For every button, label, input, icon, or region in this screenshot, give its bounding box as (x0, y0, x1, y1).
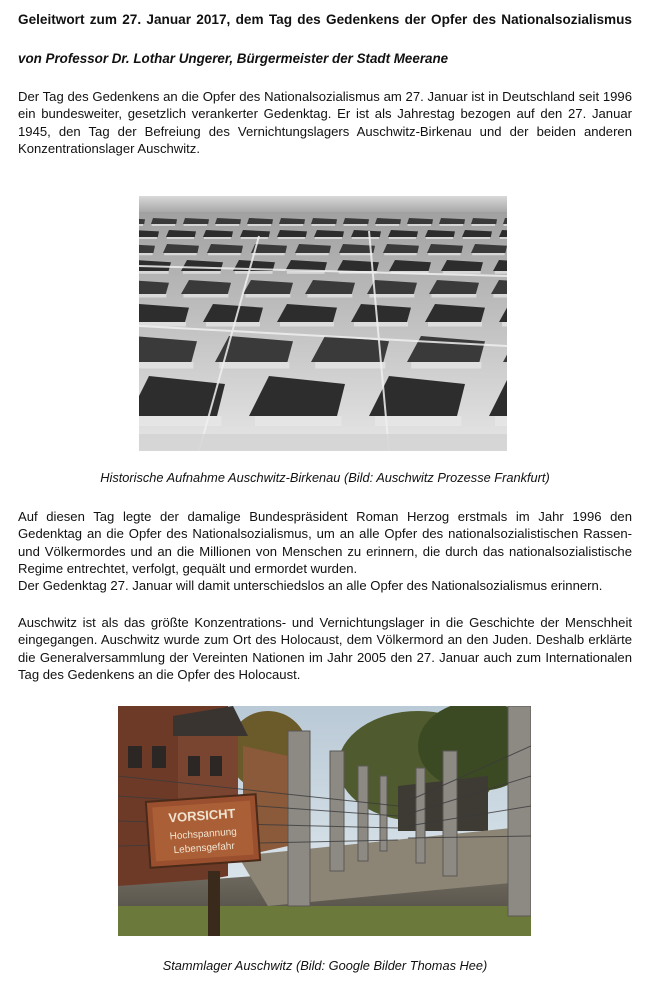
barrack-snow (369, 294, 414, 298)
barrack-snow (164, 253, 196, 255)
barrack-snow (219, 362, 289, 369)
barrack-snow (139, 271, 169, 274)
barrack-snow (139, 253, 153, 255)
barrack-snow (472, 224, 495, 226)
barrack-snow (255, 416, 341, 426)
stammlager-fence-photo (118, 706, 531, 936)
paragraph-herzog: Auf diesen Tag legte der damalige Bundespräsident Roman Herzog erstmals im Jahr 1996 den Gedenktag an die Opfer des Nationalsozialismus, um an alle Opfer des nationalsozialistischen Rassen- und Völkermordes und an die Millionen von Menschen zu erinnern, die durch das nationalsozialistische Regime entrechtet, verfolgt, gequält und ermordet wurden. (18, 509, 632, 577)
document-title: Geleitwort zum 27. Januar 2017, dem Tag des Gedenkens der Opfer des Nationalsozialismus (18, 12, 632, 27)
barrack-snow (204, 237, 231, 239)
barrack-snow (500, 237, 507, 239)
barrack-snow (463, 237, 490, 239)
barrack-snow (411, 362, 481, 369)
barrack-snow (376, 224, 399, 226)
barrack-snow (241, 237, 268, 239)
barrack-snow (248, 224, 271, 226)
barrack-snow (428, 322, 482, 327)
barrack-snow (315, 237, 342, 239)
barrack-snow (139, 362, 193, 369)
barrack-snow (352, 237, 379, 239)
barrack-snow (443, 271, 481, 274)
barrack-snow (504, 224, 507, 226)
sign-text-1: VORSICHT (167, 805, 236, 826)
barrack-snow (307, 294, 352, 298)
barrack-snow (493, 294, 507, 298)
barrack-snow (312, 224, 335, 226)
barrack-snow (384, 253, 416, 255)
paragraph-intro: Der Tag des Gedenkens an die Opfer des Nationalsozialismus am 27. Januar ist in Deutschland seit 1996 ein bundesweiter, gesetzlich verankerter Gedenktag. Er ist als Jahrestag bezogen auf den 27. Januar 1945, den Tag der Befreiung des Vernichtungslagers Auschwitz-Birkenau und der beiden anderen Konzentrationslager Auschwitz. (18, 89, 632, 157)
barrack-snow (426, 237, 453, 239)
barrack-snow (245, 294, 290, 298)
photo-1-caption: Historische Aufnahme Auschwitz-Birkenau (Bild: Auschwitz Prozesse Frankfurt) (100, 470, 550, 485)
barrack-snow (408, 224, 431, 226)
barrack-snow (152, 224, 175, 226)
paragraph-gedenktag: Der Gedenktag 27. Januar will damit unterschiedslos an alle Opfer des Nationalsozialismus erinnern. (18, 578, 603, 593)
barrack-snow (252, 253, 284, 255)
barrack-snow (208, 253, 240, 255)
barrack-snow (315, 362, 385, 369)
barrack-snow (495, 271, 507, 274)
barrack-snow (495, 416, 507, 426)
barrack-snow (472, 253, 504, 255)
barrack-snow (216, 224, 239, 226)
barrack-snow (296, 253, 328, 255)
barrack-snow (184, 224, 207, 226)
barrack-snow (389, 237, 416, 239)
barrack-snow (502, 322, 507, 327)
barrack-snow (431, 294, 476, 298)
sign-text-3: Lebensgefahr (173, 840, 236, 857)
author-line: von Professor Dr. Lothar Ungerer, Bürgermeister der Stadt Meerane (18, 51, 449, 66)
barrack-snow (344, 224, 367, 226)
warning-sign (146, 794, 260, 868)
barrack-snow (280, 322, 334, 327)
barrack-snow (280, 224, 303, 226)
barrack-snow (139, 294, 166, 298)
photo-2-caption: Stammlager Auschwitz (Bild: Google Bilder Thomas Hee) (162, 958, 488, 973)
barrack-snow (139, 224, 143, 226)
barrack-snow (139, 237, 157, 239)
barrack-snow (183, 294, 228, 298)
barrack-snow (375, 416, 461, 426)
barrack-snow (235, 271, 273, 274)
barrack-snow (167, 237, 194, 239)
barrack-snow (354, 322, 408, 327)
paragraph-auschwitz: Auschwitz ist als das größte Konzentrations- und Vernichtungslager in die Geschichte der Menschheit eingegangen. Auschwitz wurde zum Ort des Holocaust, dem Völkermord an den Juden. Deshalb erklärte die Generalversammlung der Vereinten Nationen im Jahr 2005 den 27. Januar auch zum Internationalen Tag des Gedenkens an die Opfer des Holocaust. (18, 615, 632, 683)
sign-text-2: Hochspannung (169, 826, 238, 843)
barrack-snow (440, 224, 463, 226)
birkenau-aerial-photo (139, 196, 507, 451)
barrack-snow (340, 253, 372, 255)
barrack-snow (183, 271, 221, 274)
barrack-snow (428, 253, 460, 255)
barrack-snow (278, 237, 305, 239)
